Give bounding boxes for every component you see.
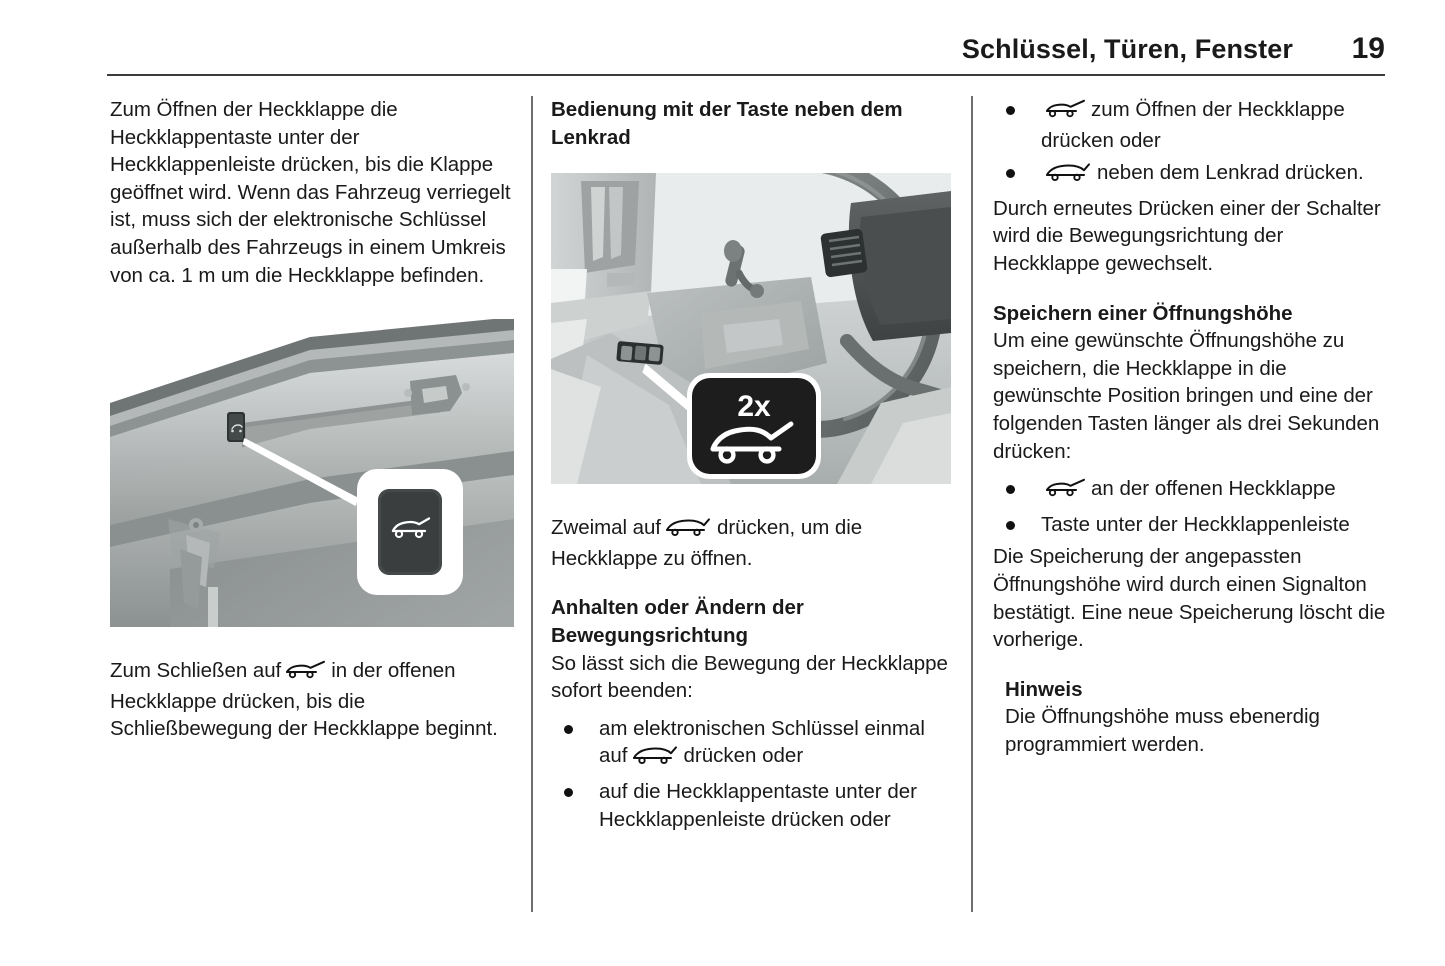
tailgate-trim-figure: [110, 319, 514, 627]
col3-heading-1: Speichern einer Öffnungshöhe: [993, 301, 1293, 325]
col2-paragraph-2: So lässt sich die Bewegung der Heckklappe sofort beenden:: [551, 651, 948, 703]
note-block: [993, 676, 1391, 759]
col2-heading-1: Bedienung mit der Taste neben dem Lenkrad: [551, 98, 903, 149]
bullet-dot-icon: [1006, 169, 1015, 178]
col2-bullet-list: [551, 715, 953, 833]
col2-bullet-0-after: drücken oder: [683, 744, 804, 768]
col3-bullet-bottom-0-text: an der offenen Heckklappe: [1091, 477, 1336, 501]
col3-paragraph-1: Durch erneutes Drücken einer der Schalter wird die Bewegungsrichtung der Heckklappe gewechselt.: [993, 196, 1381, 275]
col1-p2-text-before: Zum Schließen auf: [110, 659, 282, 683]
car-closed-icon: [664, 517, 714, 545]
page-content: [0, 96, 1445, 936]
list-item: [993, 511, 1391, 539]
dashboard-switch-bank: [616, 341, 664, 365]
tailgate-button-callout: [357, 469, 463, 595]
col3-bullet-top-0-text: zum Öffnen der Heckklappe drücken oder: [1041, 98, 1345, 152]
list-item: [551, 778, 953, 833]
car-closed-icon: [631, 745, 681, 773]
col1-paragraph-2: [110, 657, 515, 743]
bullet-dot-icon: [1006, 485, 1015, 494]
bullet-dot-icon: [1006, 521, 1015, 530]
bullet-dot-icon: [564, 725, 573, 734]
col3-paragraph-3: Die Speicherung der angepassten Öffnungshöhe wird durch einen Signalton bestätigt. Eine neue Speicherung löscht die vorherige.: [993, 545, 1386, 652]
page-title: Schlüssel, Türen, Fenster: [961, 34, 1293, 64]
note-text: Die Öffnungshöhe muss ebenerdig programmiert werden.: [1005, 705, 1320, 756]
header-divider-rule: [107, 74, 1385, 76]
col3-bullet-list-bottom: [993, 475, 1391, 538]
note-heading: Hinweis: [1005, 677, 1083, 701]
car-open-tailgate-icon: [1044, 478, 1088, 506]
col2-bullet-0-before: am elektronischen Schlüssel einmal auf: [599, 716, 925, 768]
col1-p2-text-after: in der offenen Heckklappe drücken, bis die Schließbewegung der Heckklappe beginnt.: [110, 659, 498, 741]
col2-heading-2: Anhalten oder Ändern der Bewegungsrichtung: [551, 596, 804, 647]
bullet-dot-icon: [564, 788, 573, 797]
column-divider-right: [971, 96, 973, 912]
column-3: [993, 96, 1391, 758]
col2-bullet-1-text: auf die Heckklappentaste unter der Heckklappenleiste drücken oder: [599, 779, 917, 831]
col2-p1-text-before: Zweimal auf: [551, 516, 661, 540]
callout-2x-label: 2x: [737, 390, 771, 424]
col2-paragraph-1: [551, 514, 953, 572]
car-closed-icon: [1044, 162, 1094, 190]
col1-paragraph-1: Zum Öffnen der Heckklappe die Heckklappentaste unter der Heckklappenleiste drücken, bis die Klappe geöffnet wird. Wenn das Fahrzeug verriegelt ist, muss sich der elektronische Schlüssel außerhalb des Fahrzeugs in einem Umkreis von ca. 1 m um die Heckklappe befinden.: [110, 98, 511, 287]
car-open-tailgate-icon: [284, 660, 328, 688]
list-item: [551, 715, 953, 773]
dashboard-steering-wheel-figure: [551, 173, 951, 484]
column-divider-left: [531, 96, 533, 912]
list-item: [993, 96, 1391, 154]
tailgate-double-press-callout: [687, 373, 821, 479]
column-1: [110, 96, 515, 743]
tailgate-button-on-photo: [227, 412, 245, 442]
column-2: [551, 96, 953, 838]
col3-paragraph-2: Um eine gewünschte Öffnungshöhe zu speichern, die Heckklappe in die gewünschte Position bringen und eine der folgenden Tasten länger als drei Sekunden drücken:: [993, 329, 1380, 463]
list-item: [993, 159, 1391, 190]
col3-bullet-top-1-text: neben dem Lenkrad drücken.: [1097, 161, 1364, 185]
col3-bullet-list-top: [993, 96, 1391, 190]
col3-bullet-bottom-1-text: Taste unter der Heckklappenleiste: [1041, 512, 1350, 536]
bullet-dot-icon: [1006, 106, 1015, 115]
page-number: 19: [1351, 32, 1385, 65]
list-item: [993, 475, 1391, 506]
car-open-tailgate-icon: [1044, 99, 1088, 127]
col2-p1-text-after: drücken, um die Heckklappe zu öffnen.: [551, 516, 863, 570]
page-header: [107, 34, 1385, 76]
